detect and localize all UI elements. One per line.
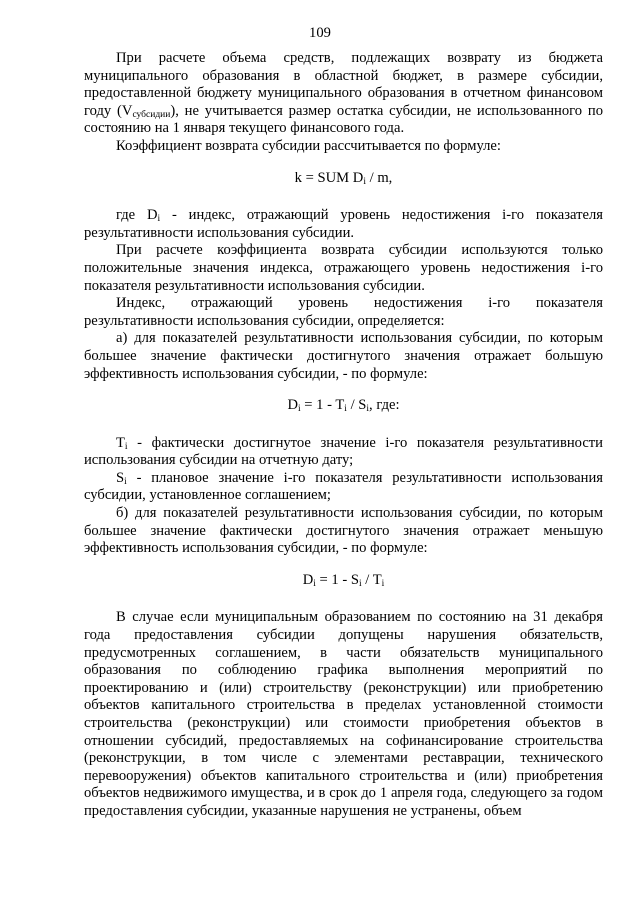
- document-body: [84, 50, 603, 821]
- paragraph-ti-definition: $T_i$ - фактически достигнутое значение i-го показателя результативности использования субсидии на отчетную дату;: [84, 434, 603, 469]
- paragraph-positive-values: При расчете коэффициента возврата субсидии используются только положительные значения индекса, отражающего уровень недостижения i-го показателя результативности использования субсидии.: [84, 242, 603, 294]
- formula-k: k = SUM $D_i$ / m,: [294, 169, 393, 187]
- paragraph-case-a: а) для показателей результативности использования субсидии, по которым большее значение фактически достигнутого значения отражает большую эффективность использования субсидии, - по формуле:: [84, 330, 603, 382]
- paragraph-violations: В случае если муниципальным образованием по состоянию на 31 декабря года предоставления субсидии допущены нарушения обязательств, предусмотренных соглашением, в части обязательств муниципального образования по соблюдению графика выполнения мероприятий по проектированию и (или) строительству (реконструкции) или приобретению объектов капитального строительства в пределах установленной стоимости строительства (реконструкции) или стоимости приобретения объектов в отношении субсидий, предоставляемых на софинансирование строительства (реконструкции, в том числе с элементами реставрации, технического перевооружения) объектов капитального строительства и (или) приобретения объектов недвижимого имущества, и в срок до 1 апреля года, следующего за годом предоставления субсидии, указанные нарушения не устранены, объем: [84, 609, 603, 819]
- formula-di-case-b: $D_i = 1 - S_i / T_i$: [302, 571, 385, 589]
- paragraph-di-definition: где $D_i$ - индекс, отражающий уровень недостижения i-го показателя результативности использования субсидии.: [84, 207, 603, 241]
- paragraph-index-determination: Индекс, отражающий уровень недостижения i-го показателя результативности использования субсидии, определяется:: [84, 295, 603, 329]
- page-number: 109: [309, 25, 331, 41]
- formula-di-case-a: $D_i = 1 - T_i / S_i$, где:: [287, 397, 400, 415]
- paragraph-si-definition: $S_i$ - плановое значение i-го показателя результативности использования субсидии, установленное соглашением;: [84, 469, 603, 504]
- paragraph-case-b: б) для показателей результативности использования субсидии, по которым большее значение фактически достигнутого значения отражает меньшую эффективность использования субсидии, - по формуле:: [84, 505, 603, 557]
- paragraph-coefficient-intro: Коэффициент возврата субсидии рассчитывается по формуле:: [116, 137, 501, 154]
- paragraph-subsidy-return-volume: При расчете объема средств, подлежащих возврату из бюджета муниципального образования в областной бюджет, в размере субсидии, предоставленной бюджету муниципального образования в отчетном финансовом году $(V_{субсидии})$, не учитывается размер остатка субсидии, не использованного по состоянию на 1 января текущего финансового года.: [84, 50, 604, 137]
